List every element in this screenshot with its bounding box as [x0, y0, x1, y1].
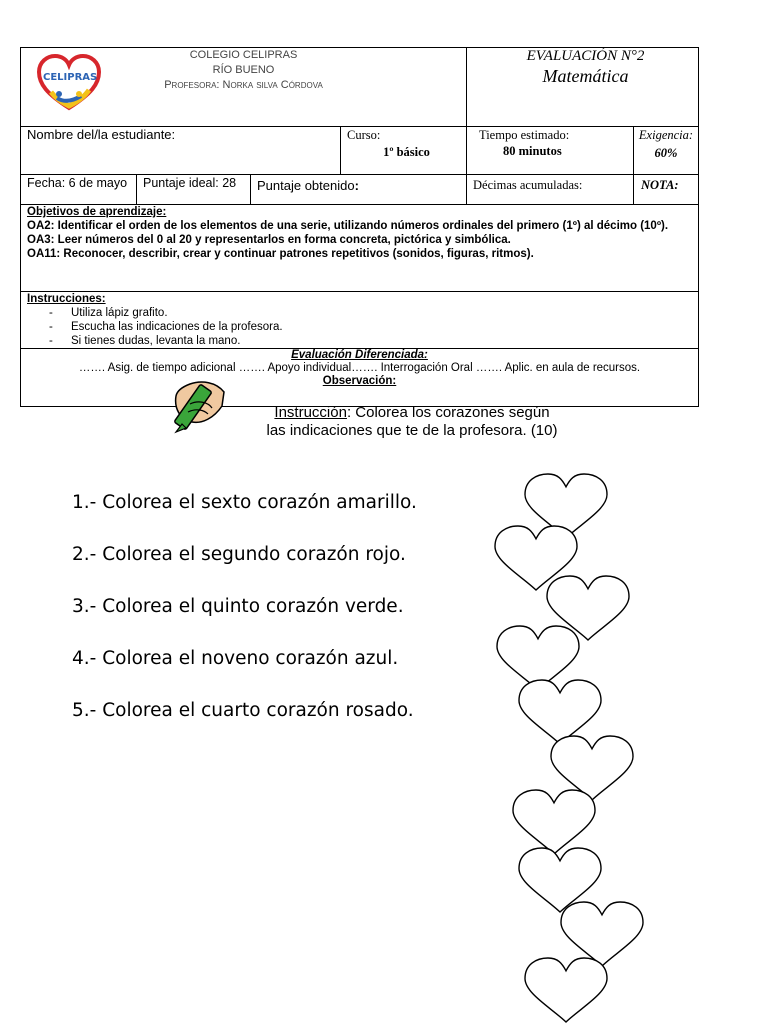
activity-item: 1.- Colorea el sexto corazón amarillo.: [72, 492, 417, 513]
hearts-column: [480, 466, 650, 1024]
differentiated-options: ……. Asig. de tiempo adicional ……. Apoyo individual……. Interrogación Oral ……. Aplic. en aula de recursos.: [78, 362, 641, 374]
course-value: 1º básico: [383, 145, 430, 159]
obtained-score-label: Puntaje obtenido: [257, 178, 355, 193]
school-city: RÍO BUENO: [212, 64, 275, 76]
crayon-hand-icon: [168, 374, 230, 436]
heart-5[interactable]: [519, 680, 601, 744]
obtained-score-cell: [251, 175, 467, 205]
objective-oa2: OA2: Identificar el orden de los elementos de una serie, utilizando números ordinales del primero (1º) al décimo (10º).: [27, 220, 669, 232]
instructions-heading: Instrucciones:: [27, 293, 106, 305]
course-label: Curso:: [347, 128, 381, 142]
teacher-name: Profesora: Norka silva Córdova: [164, 79, 323, 91]
instruction-item: - Escucha las indicaciones de la profesora.: [49, 321, 283, 333]
instruction-item: - Utiliza lápiz grafito.: [49, 307, 168, 319]
grade-cell: [634, 175, 699, 205]
instruction-text-line2: las indicaciones que te de la profesora. (10): [266, 421, 558, 439]
activity-item: 5.- Colorea el cuarto corazón rosado.: [72, 700, 414, 721]
obtained-score-colon: :: [354, 178, 359, 193]
heart-9[interactable]: [561, 902, 643, 966]
ideal-score-cell: [137, 175, 251, 205]
instruction-text: : Colorea los corazones según: [346, 404, 550, 421]
ideal-score-text: Puntaje ideal: 28: [143, 176, 237, 190]
objectives-cell: [21, 205, 699, 292]
activity-item: 4.- Colorea el noveno corazón azul.: [72, 648, 399, 669]
instruction-item: - Si tienes dudas, levanta la mano.: [49, 335, 241, 347]
date-cell: [21, 175, 137, 205]
heart-7[interactable]: [513, 790, 595, 854]
activity-item: 3.- Colorea el quinto corazón verde.: [72, 596, 404, 617]
objectives-heading: Objetivos de aprendizaje:: [27, 206, 167, 218]
grade-label: NOTA:: [641, 178, 679, 192]
student-name-label: Nombre del/la estudiante:: [27, 127, 176, 142]
heart-6[interactable]: [551, 736, 633, 800]
time-cell: [467, 127, 634, 175]
evaluation-cell: [467, 48, 699, 127]
crayon-hand-illustration: [168, 374, 230, 436]
student-name-cell: [21, 127, 341, 175]
date-text: Fecha: 6 de mayo: [27, 176, 128, 190]
course-cell: [341, 127, 467, 175]
decimals-cell: [467, 175, 634, 205]
subject-title: Matemática: [542, 66, 629, 86]
activity-item: 2.- Colorea el segundo corazón rojo.: [72, 544, 406, 565]
instruction-label: Instrucción: [274, 404, 347, 421]
requirement-cell: [634, 127, 699, 175]
heart-10[interactable]: [525, 958, 607, 1022]
school-cell: [21, 48, 467, 127]
activity-instruction: [240, 404, 584, 439]
objective-oa11: OA11: Reconocer, describir, crear y continuar patrones repetitivos (sonidos, figuras, ritmos).: [27, 248, 534, 260]
evaluation-title: EVALUACIÓN N°2: [526, 48, 645, 64]
time-label: Tiempo estimado:: [479, 128, 570, 142]
objective-oa3: OA3: Leer números del 0 al 20 y representarlos en forma concreta, pictórica y simbólica.: [27, 234, 511, 246]
activity-items: [72, 491, 417, 751]
decimals-label: Décimas acumuladas:: [473, 178, 583, 192]
differentiated-cell: [21, 349, 699, 407]
requirement-value: 60%: [654, 146, 678, 160]
header-form-table: [20, 47, 699, 407]
instructions-cell: [21, 292, 699, 349]
observation-label: Observación:: [322, 375, 397, 387]
school-name: COLEGIO CELIPRAS: [189, 49, 298, 61]
time-value: 80 minutos: [503, 144, 562, 158]
logo-text: CELIPRAS: [43, 72, 98, 83]
requirement-label: Exigencia:: [638, 128, 694, 142]
differentiated-heading: Evaluación Diferenciada:: [291, 349, 428, 361]
